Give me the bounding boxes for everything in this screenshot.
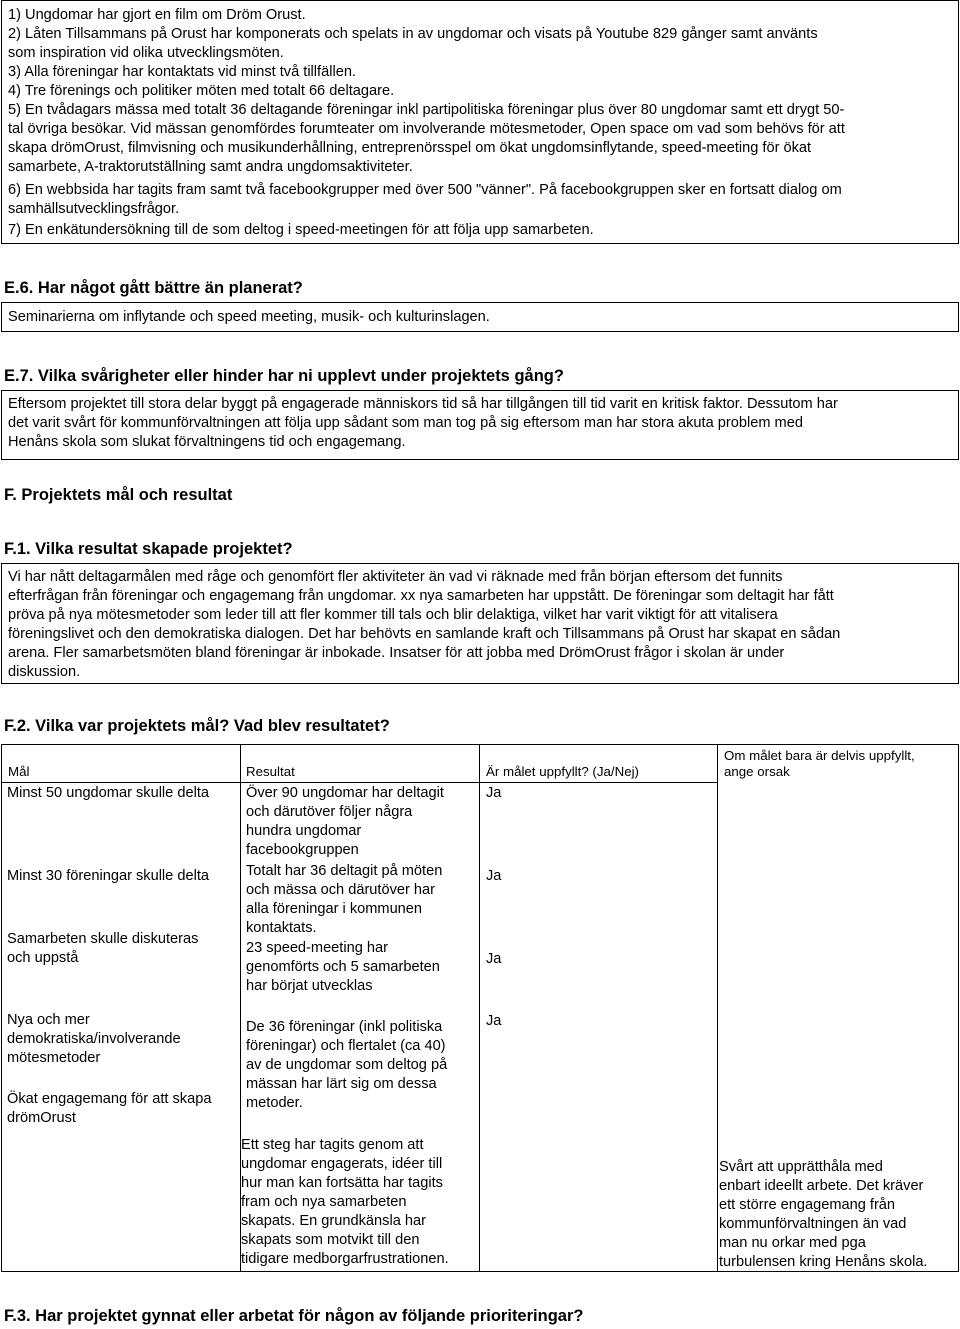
answer-line: arena. Fler samarbetsmöten bland föreningar är inbokade. Insatser för att jobba med DrömOrust frågor i skolan är under: [8, 645, 785, 661]
table-border-left: [1, 744, 2, 1272]
col-header-orsak: ange orsak: [724, 764, 790, 779]
goal-cell: Ökat engagemang för att skapa: [7, 1091, 212, 1107]
result-cell: har börjat utvecklas: [246, 978, 373, 994]
results-line: skapa drömOrust, filmvisning och musikunderhållning, entreprenörsspel om ökat ungdomsinflytande, speed-meeting för ökat: [8, 140, 812, 156]
goal-cell: demokratiska/involverande: [7, 1031, 181, 1047]
answer-line: föreningslivet och den demokratiska dialogen. Det har behövts en samlande kraft och Tillsammans på Orust har skapat en sådan: [8, 626, 841, 642]
result-cell: hundra ungdomar: [246, 823, 362, 839]
results-list-box: [1, 0, 959, 244]
reason-cell: ett större engagemang från: [719, 1197, 896, 1213]
goal-cell: Nya och mer: [7, 1012, 90, 1028]
fulfilled-cell: Ja: [486, 951, 502, 967]
col-header-resultat: Resultat: [246, 764, 295, 779]
result-cell: hur man kan fortsätta har tagits: [241, 1175, 443, 1191]
result-cell: facebookgruppen: [246, 842, 359, 858]
section-heading-f3: F.3. Har projektet gynnat eller arbetat för någon av följande prioriteringar?: [4, 1307, 584, 1325]
fulfilled-cell: Ja: [486, 868, 502, 884]
answer-box-e7: [1, 390, 959, 460]
goal-cell: Samarbeten skulle diskuteras: [7, 931, 199, 947]
results-line: 7) En enkätundersökning till de som deltog i speed-meetingen för att följa upp samarbeten.: [8, 222, 594, 238]
result-cell: Ett steg har tagits genom att: [241, 1137, 424, 1153]
result-cell: och mässa och därutöver har: [246, 882, 436, 898]
answer-line: diskussion.: [8, 664, 81, 680]
answer-line: pröva på nya mötesmetoder som leder till att fler kommer till tals och blir delaktiga, vilket har varit viktigt för att vitalisera: [8, 607, 778, 623]
section-heading-f: F. Projektets mål och resultat: [4, 486, 233, 504]
fulfilled-cell: Ja: [486, 1013, 502, 1029]
fulfilled-cell: Ja: [486, 785, 502, 801]
result-cell: fram och nya samarbeten: [241, 1194, 407, 1210]
goal-cell: mötesmetoder: [7, 1050, 101, 1066]
reason-cell: Svårt att upprätthåla med: [719, 1159, 883, 1175]
section-heading-e7: E.7. Vilka svårigheter eller hinder har ni upplevt under projektets gång?: [4, 367, 564, 385]
reason-cell: enbart ideellt arbete. Det kräver: [719, 1178, 924, 1194]
section-heading-f2: F.2. Vilka var projektets mål? Vad blev resultatet?: [4, 717, 390, 735]
goals-table: [0, 744, 960, 1272]
col-header-mal: Mål: [8, 764, 30, 779]
answer-line: det varit svårt för kommunförvaltningen att följa upp sådant som man tog på sig eftersom man har stora akuta problem med: [8, 415, 803, 431]
result-cell: Över 90 ungdomar har deltagit: [246, 785, 444, 801]
result-cell: skapats som motvikt till den: [241, 1232, 420, 1248]
result-cell: tidigare medborgarfrustrationen.: [241, 1251, 449, 1267]
result-cell: och därutöver följer några: [246, 804, 413, 820]
table-col-divider: [479, 744, 480, 1272]
results-line: 3) Alla föreningar har kontaktats vid minst två tillfällen.: [8, 64, 356, 80]
section-heading-f1: F.1. Vilka resultat skapade projektet?: [4, 540, 293, 558]
results-line: 1) Ungdomar har gjort en film om Dröm Orust.: [8, 7, 306, 23]
results-line: 2) Låten Tillsammans på Orust har komponerats och spelats in av ungdomar och visats på Youtube 829 gånger samt använts: [8, 26, 818, 42]
goal-cell: drömOrust: [7, 1110, 76, 1126]
results-line: samarbete, A-traktorutställning samt andra ungdomsaktiviteter.: [8, 159, 413, 175]
results-line: 5) En tvådagars mässa med totalt 36 deltagande föreningar inkl partipolitiska föreningar plus över 80 ungdomar samt ett drygt 50-: [8, 102, 845, 118]
result-cell: mässan har lärt sig om dessa: [246, 1076, 437, 1092]
reason-cell: turbulensen kring Henåns skola.: [719, 1254, 928, 1270]
answer-line: Henåns skola som slukat förvaltningens tid och engagemang.: [8, 434, 406, 450]
result-cell: De 36 föreningar (inkl politiska: [246, 1019, 443, 1035]
results-line: samhällsutvecklingsfrågor.: [8, 201, 180, 217]
answer-line: Vi har nått deltagarmålen med råge och genomfört fler aktiviteter än vad vi räknade med från början eftersom det funnits: [8, 569, 783, 585]
result-cell: kontaktats.: [246, 920, 317, 936]
result-cell: ungdomar engagerats, idéer till: [241, 1156, 443, 1172]
answer-line: efterfrågan från föreningar och engagemang från ungdomar. xx nya samarbeten har uppstått. De föreningar som deltagit har fått: [8, 588, 834, 604]
col-header-orsak: Om målet bara är delvis uppfyllt,: [724, 748, 915, 763]
results-line: 6) En webbsida har tagits fram samt två facebookgrupper med över 500 "vänner". På facebookgruppen sker en fortsatt dialog om: [8, 182, 842, 198]
result-cell: alla föreningar i kommunen: [246, 901, 423, 917]
table-border-right: [958, 744, 959, 1272]
result-cell: skapats. En grundkänsla har: [241, 1213, 426, 1229]
result-cell: metoder.: [246, 1095, 303, 1111]
answer-box-e6: [1, 302, 959, 332]
results-line: 4) Tre förenings och politiker möten med totalt 66 deltagare.: [8, 83, 395, 99]
answer-box-f1: [1, 563, 959, 684]
answer-line: Seminarierna om inflytande och speed meeting, musik- och kulturinslagen.: [8, 309, 490, 325]
result-cell: föreningar) och flertalet (ca 40): [246, 1038, 446, 1054]
goal-cell: Minst 30 föreningar skulle delta: [7, 868, 209, 884]
section-heading-e6: E.6. Har något gått bättre än planerat?: [4, 279, 303, 297]
result-cell: av de ungdomar som deltog på: [246, 1057, 448, 1073]
col-header-uppfyllt: Är målet uppfyllt? (Ja/Nej): [486, 764, 639, 779]
reason-cell: man nu orkar med pga: [719, 1235, 866, 1251]
table-header-divider: [1, 782, 717, 783]
goal-cell: och uppstå: [7, 950, 79, 966]
answer-line: Eftersom projektet till stora delar byggt på engagerade människors tid så har tillgången till tid varit en kritisk faktor. Dessutom har: [8, 396, 838, 412]
result-cell: genomförts och 5 samarbeten: [246, 959, 440, 975]
table-col-divider: [717, 744, 718, 1272]
goal-cell: Minst 50 ungdomar skulle delta: [7, 785, 209, 801]
result-cell: 23 speed-meeting har: [246, 940, 388, 956]
results-line: tal övriga besökar. Vid mässan genomfördes forumteater om involverande mötesmetoder, Open space om vad som behövs för att: [8, 121, 845, 137]
results-line: som inspiration vid olika utvecklingsmöten.: [8, 45, 284, 61]
reason-cell: kommunförvaltningen än vad: [719, 1216, 907, 1232]
table-border-top: [1, 744, 959, 745]
result-cell: Totalt har 36 deltagit på möten: [246, 863, 443, 879]
